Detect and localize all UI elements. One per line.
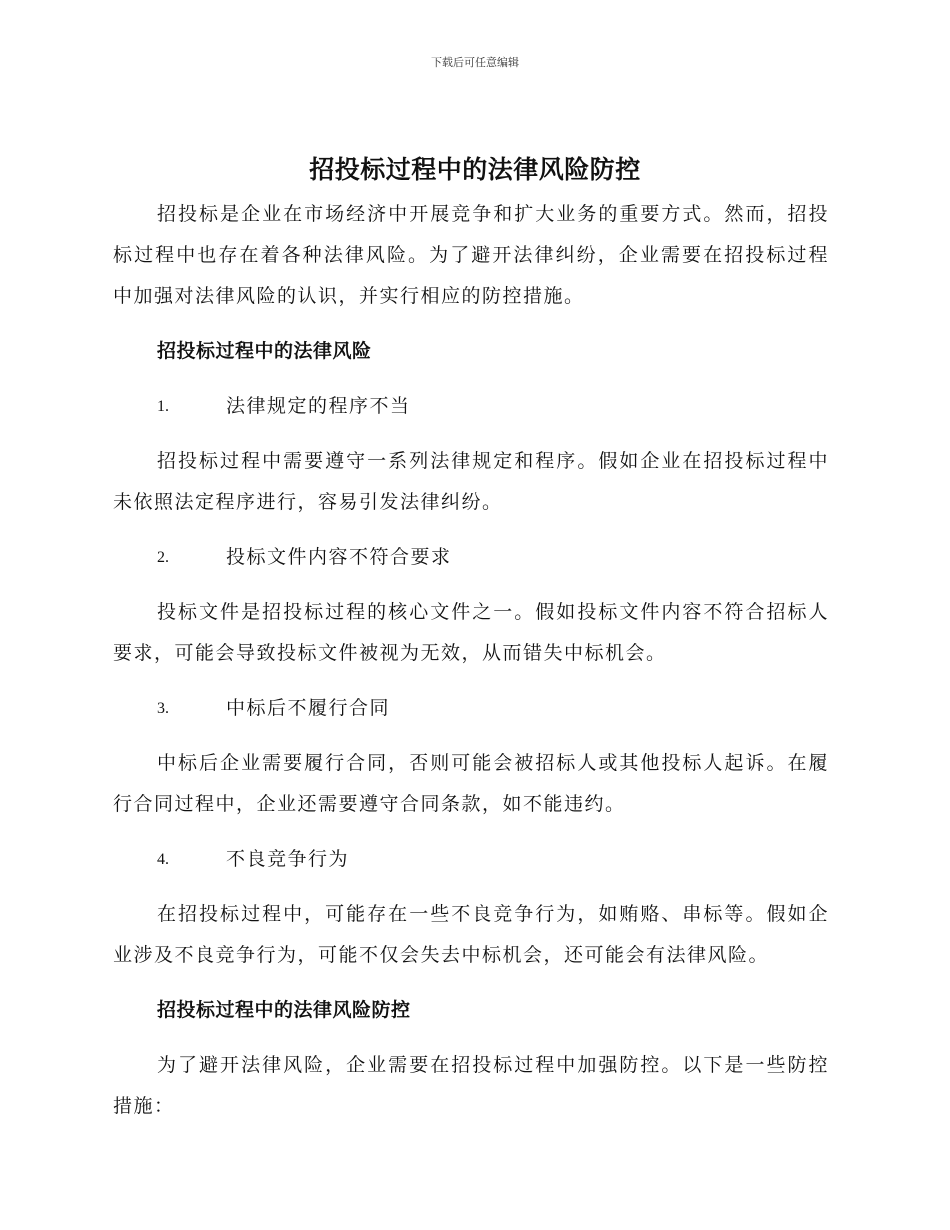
section-heading-controls: 招投标过程中的法律风险防控 [157, 999, 411, 1021]
risk-paragraph-4: 在招投标过程中，可能存在一些不良竞争行为，如贿赂、串标等。假如企业涉及不良竞争行为，可能不仅会失去中标机会，还可能会有法律风险。 [113, 903, 829, 966]
risk-paragraph-3: 中标后企业需要履行合同，否则可能会被招标人或其他投标人起诉。在履行合同过程中，企业还需要遵守合同条款，如不能违约。 [113, 752, 829, 815]
list-number: 2. [157, 549, 169, 566]
list-item-title: 投标文件内容不符合要求 [226, 546, 452, 568]
list-item-title: 法律规定的程序不当 [226, 395, 411, 417]
controls-paragraph: 为了避开法律风险，企业需要在招投标过程中加强防控。以下是一些防控措施： [113, 1054, 829, 1117]
risk-paragraph-2: 投标文件是招投标过程的核心文件之一。假如投标文件内容不符合招标人要求，可能会导致投标文件被视为无效，从而错失中标机会。 [113, 601, 829, 664]
list-item-title: 中标后不履行合同 [226, 697, 391, 719]
risk-paragraph-1: 招投标过程中需要遵守一系列法律规定和程序。假如企业在招投标过程中未依照法定程序进行，容易引发法律纠纷。 [113, 450, 829, 513]
list-item-2 [113, 537, 829, 578]
section-heading-risks: 招投标过程中的法律风险 [157, 340, 372, 362]
document-title: 招投标过程中的法律风险防控 [309, 155, 641, 184]
document-body [113, 194, 829, 1141]
list-item-4 [113, 839, 829, 880]
list-item-3 [113, 688, 829, 729]
list-number: 1. [157, 398, 169, 415]
intro-paragraph: 招投标是企业在市场经济中开展竞争和扩大业务的重要方式。然而，招投标过程中也存在着各种法律风险。为了避开法律纠纷，企业需要在招投标过程中加强对法律风险的认识，并实行相应的防控措施。 [113, 203, 829, 307]
list-item-title: 不良竞争行为 [226, 848, 350, 870]
list-number: 3. [157, 700, 169, 717]
list-item-1 [113, 386, 829, 427]
header-note: 下载后可任意编辑 [431, 56, 519, 69]
list-number: 4. [157, 851, 169, 868]
